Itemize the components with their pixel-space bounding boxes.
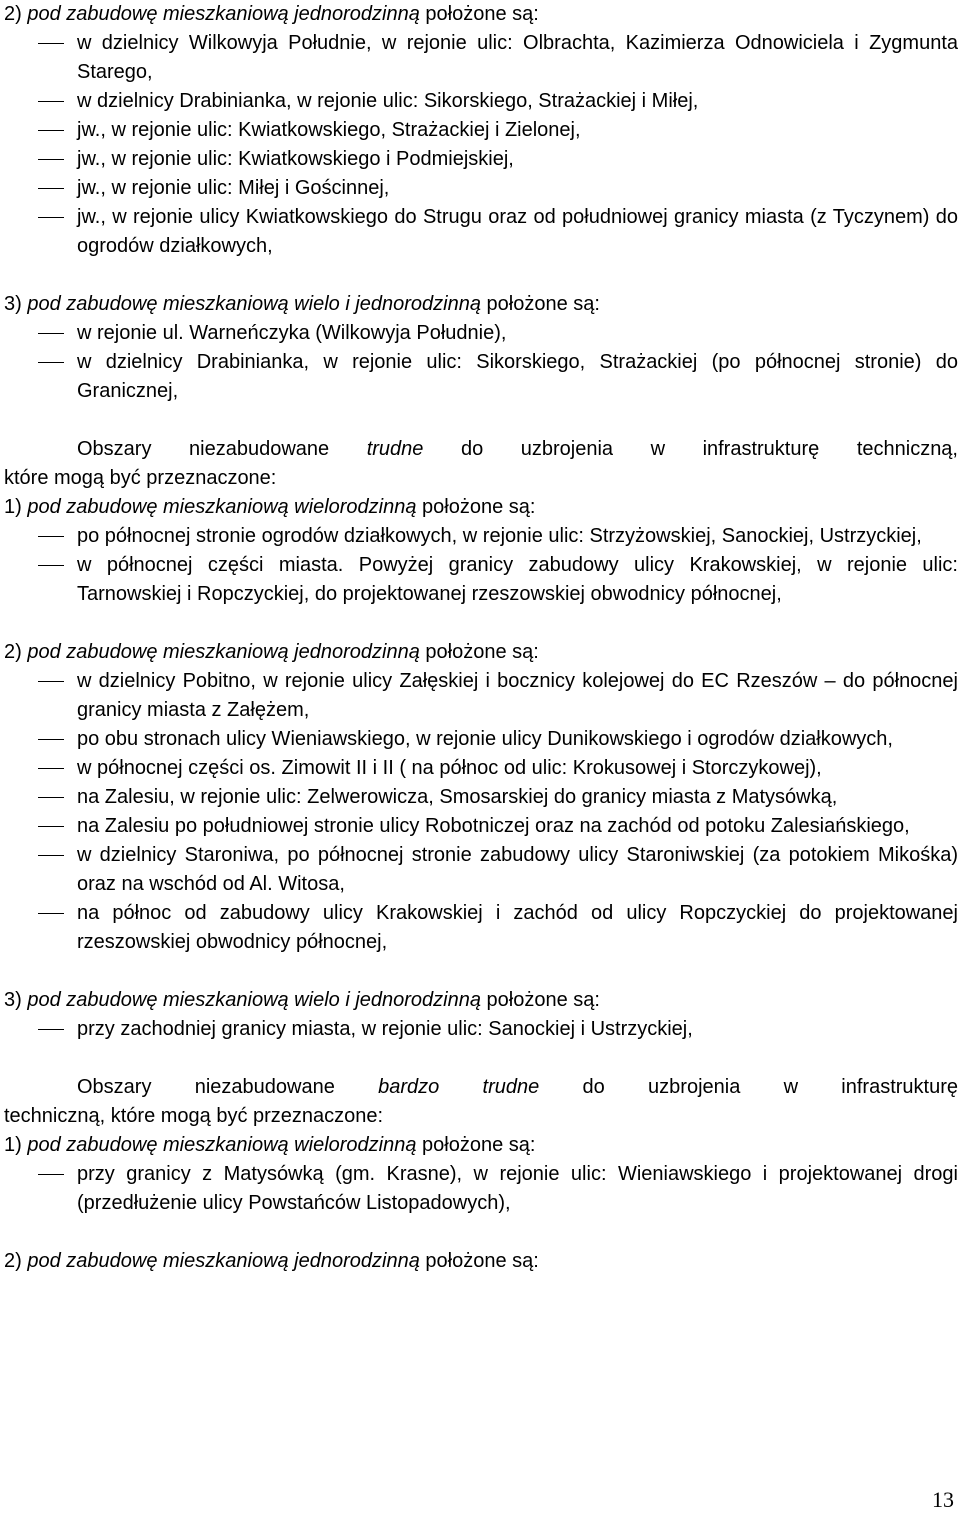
dash-bullet-icon [38, 536, 64, 537]
dash-bullet-icon [38, 913, 64, 914]
intro-text: Obszary niezabudowane [77, 438, 330, 460]
heading-number: 3) [4, 989, 22, 1011]
dash-bullet-icon [38, 217, 64, 218]
dash-bullet-icon [38, 188, 64, 189]
list-item-text: jw., w rejonie ulic: Kwiatkowskiego, Strażackiej i Zielonej, [77, 119, 581, 141]
list-item [4, 899, 958, 957]
heading-italic-text: pod zabudowę mieszkaniową jednorodzinną [27, 641, 420, 663]
list-item-text: w dzielnicy Pobitno, w rejonie ulicy Załęskiej i bocznicy kolejowej do EC Rzeszów – do północnej granicy miasta z Załężem, [77, 670, 958, 721]
intro-continuation-text: techniczną, które mogą być przeznaczone: [4, 1105, 384, 1127]
intro-paragraph [4, 435, 958, 464]
section-heading [4, 493, 958, 522]
intro-continuation [4, 464, 958, 493]
intro-text: do uzbrojenia w infrastrukturę [582, 1076, 959, 1098]
dash-bullet-icon [38, 768, 64, 769]
section-spacer [4, 261, 958, 290]
heading-italic-text: pod zabudowę mieszkaniową wielorodzinną [27, 1134, 417, 1156]
list-item-text: jw., w rejonie ulicy Kwiatkowskiego do Strugu oraz od południowej granicy miasta (z Tyczynem) do ogrodów działkowych, [77, 206, 958, 257]
list-item-text: w dzielnicy Drabinianka, w rejonie ulic: Sikorskiego, Strażackiej (po północnej stronie) do Granicznej, [77, 351, 958, 402]
heading-rest-text: położone są: [425, 3, 539, 25]
heading-italic-text: pod zabudowę mieszkaniową wielorodzinną [27, 496, 417, 518]
list-item [4, 203, 958, 261]
section-heading [4, 0, 958, 29]
list-item [4, 551, 958, 609]
section-spacer [4, 1218, 958, 1247]
dash-bullet-icon [38, 797, 64, 798]
dash-bullet-icon [38, 855, 64, 856]
section-spacer [4, 609, 958, 638]
list-item-text: przy zachodniej granicy miasta, w rejonie ulic: Sanockiej i Ustrzyckiej, [77, 1018, 693, 1040]
heading-number: 3) [4, 293, 22, 315]
list-item [4, 29, 958, 87]
list-item-text: w dzielnicy Wilkowyja Południe, w rejonie ulic: Olbrachta, Kazimierza Odnowiciela i Zygmunta Starego, [77, 32, 958, 83]
intro-continuation [4, 1102, 958, 1131]
dash-bullet-icon [38, 565, 64, 566]
section-spacer [4, 406, 958, 435]
heading-italic-text: pod zabudowę mieszkaniową jednorodzinną [27, 3, 420, 25]
section-heading [4, 986, 958, 1015]
list-item-text: w dzielnicy Staroniwa, po północnej stronie zabudowy ulicy Staroniwskiej (za potokiem Mikośka) oraz na wschód od Al. Witosa, [77, 844, 958, 895]
section-heading [4, 638, 958, 667]
intro-paragraph [4, 1073, 958, 1102]
list-item [4, 841, 958, 899]
heading-rest-text: położone są: [422, 496, 536, 518]
section-heading [4, 1247, 958, 1276]
dash-bullet-icon [38, 101, 64, 102]
list-item [4, 667, 958, 725]
list-item [4, 116, 958, 145]
list-item [4, 725, 958, 754]
section-heading [4, 290, 958, 319]
list-item [4, 754, 958, 783]
heading-rest-text: położone są: [425, 1250, 539, 1272]
heading-number: 1) [4, 496, 22, 518]
dash-bullet-icon [38, 739, 64, 740]
list-item-text: po północnej stronie ogrodów działkowych, w rejonie ulic: Strzyżowskiej, Sanockiej, Ustrzyckiej, [77, 525, 922, 547]
dash-bullet-icon [38, 159, 64, 160]
list-item-text: po obu stronach ulicy Wieniawskiego, w rejonie ulicy Dunikowskiego i ogrodów działkowych, [77, 728, 893, 750]
list-item-text: na Zalesiu po południowej stronie ulicy Robotniczej oraz na zachód od potoku Zalesiańskiego, [77, 815, 910, 837]
dash-bullet-icon [38, 681, 64, 682]
page-number: 13 [932, 1487, 954, 1512]
intro-italic-text: bardzo trudne [378, 1076, 540, 1098]
list-item-text: na północ od zabudowy ulicy Krakowskiej i zachód od ulicy Ropczyckiej do projektowanej rzeszowskiej obwodnicy północnej, [77, 902, 958, 953]
heading-rest-text: położone są: [422, 1134, 536, 1156]
list-item-text: jw., w rejonie ulic: Kwiatkowskiego i Podmiejskiej, [77, 148, 514, 170]
list-item-text: przy granicy z Matysówką (gm. Krasne), w rejonie ulic: Wieniawskiego i projektowanej drogi (przedłużenie ulicy Powstańców Listopadowych), [77, 1163, 958, 1214]
dash-bullet-icon [38, 1174, 64, 1175]
dash-bullet-icon [38, 333, 64, 334]
heading-italic-text: pod zabudowę mieszkaniową wielo i jednorodzinną [27, 293, 481, 315]
heading-number: 2) [4, 641, 22, 663]
dash-bullet-icon [38, 1029, 64, 1030]
intro-italic-text: trudne [366, 438, 424, 460]
list-item-text: jw., w rejonie ulic: Miłej i Gościnnej, [77, 177, 390, 199]
list-item [4, 1015, 958, 1044]
heading-italic-text: pod zabudowę mieszkaniową jednorodzinną [27, 1250, 420, 1272]
list-item [4, 783, 958, 812]
list-item [4, 174, 958, 203]
dash-bullet-icon [38, 826, 64, 827]
list-item [4, 1160, 958, 1218]
section-heading [4, 1131, 958, 1160]
heading-rest-text: położone są: [486, 989, 600, 1011]
document-body [4, 0, 958, 1276]
list-item [4, 348, 958, 406]
list-item [4, 522, 958, 551]
list-item-text: na Zalesiu, w rejonie ulic: Zelwerowicza, Smosarskiej do granicy miasta z Matysówką, [77, 786, 838, 808]
dash-bullet-icon [38, 43, 64, 44]
list-item-text: w rejonie ul. Warneńczyka (Wilkowyja Południe), [77, 322, 507, 344]
list-item [4, 319, 958, 348]
intro-text: do uzbrojenia w infrastrukturę techniczną, [460, 438, 958, 460]
heading-number: 2) [4, 1250, 22, 1272]
heading-number: 1) [4, 1134, 22, 1156]
heading-italic-text: pod zabudowę mieszkaniową wielo i jednorodzinną [27, 989, 481, 1011]
section-spacer [4, 1044, 958, 1073]
list-item-text: w północnej części os. Zimowit II i II ( na północ od ulic: Krokusowej i Storczykowej), [77, 757, 822, 779]
list-item [4, 87, 958, 116]
list-item-text: w dzielnicy Drabinianka, w rejonie ulic: Sikorskiego, Strażackiej i Miłej, [77, 90, 699, 112]
intro-continuation-text: które mogą być przeznaczone: [4, 467, 277, 489]
heading-number: 2) [4, 3, 22, 25]
heading-rest-text: położone są: [486, 293, 600, 315]
list-item-text: w północnej części miasta. Powyżej granicy zabudowy ulicy Krakowskiej, w rejonie ulic: Tarnowskiej i Ropczyckiej, do projektowanej rzeszowskiej obwodnicy północnej, [77, 554, 958, 605]
dash-bullet-icon [38, 362, 64, 363]
dash-bullet-icon [38, 130, 64, 131]
section-spacer [4, 957, 958, 986]
list-item [4, 812, 958, 841]
list-item [4, 145, 958, 174]
heading-rest-text: położone są: [425, 641, 539, 663]
intro-text: Obszary niezabudowane [77, 1076, 335, 1098]
